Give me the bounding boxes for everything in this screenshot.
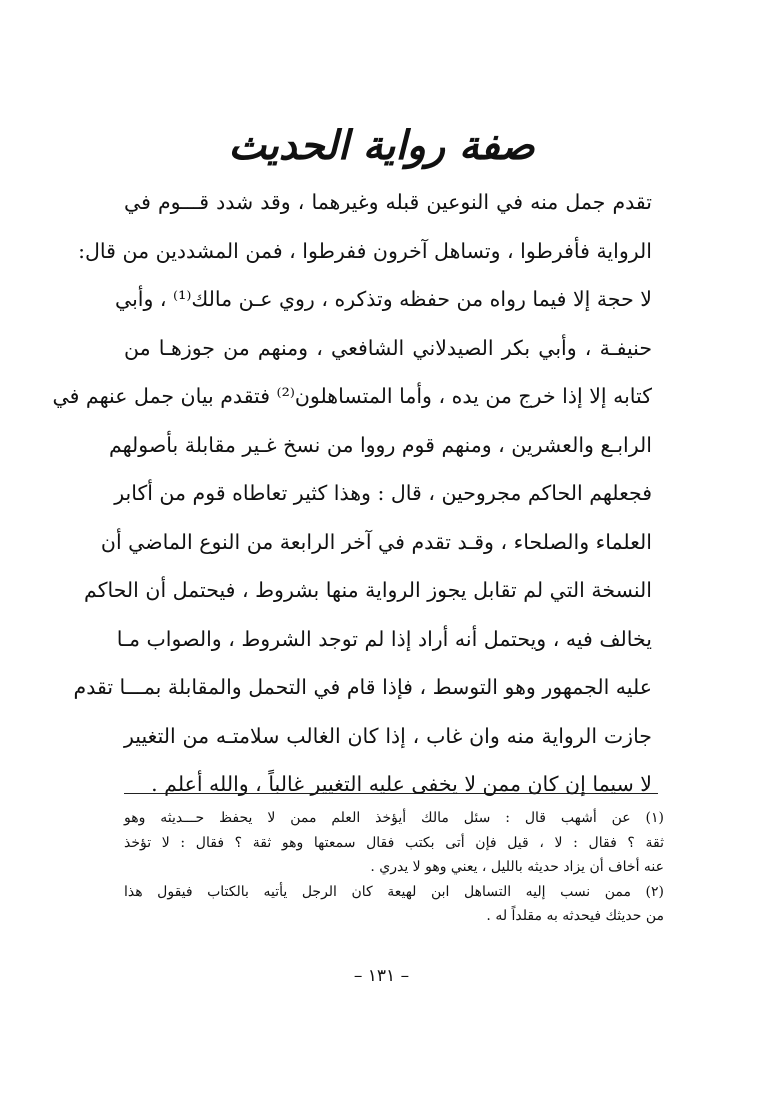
text-line: لا حجة إلا فيما رواه من حفظه وتذكره ، روي عـن مالك⁽¹⁾ ، وأبي <box>115 287 652 311</box>
text-line: لا سيما إن كان ممن لا يخفى عليه التغيير غالباً ، والله أعلم . <box>151 772 652 796</box>
footnote-line: من حديثك فيحدثه به مقلداً له . <box>486 908 664 924</box>
page-title: صفة رواية الحديث <box>228 122 535 169</box>
footnotes <box>124 806 664 929</box>
text-line: جازت الرواية منه وان غاب ، إذا كان الغالب سلامتـه من التغيير <box>124 723 652 748</box>
footnote-line: (٢) ممن نسب إليه التساهل ابن لهيعة كان الرجل يأتيه بالكتاب فيقول هذا <box>124 883 664 900</box>
text-line: تقدم جمل منه في النوعين قبله وغيرهما ، وقد شدد قـــوم في <box>124 190 652 214</box>
footnote-line: ثقة ؟ فقال : لا ، قيل فإن أتى بكتب فقال سمعتها وهو ثقة ؟ فقال : لا تؤخذ <box>124 834 664 851</box>
text-line: كتابه إلا إذا خرج من يده ، وأما المتساهلون⁽²⁾ فتقدم بيان جمل عنهم في <box>52 384 652 408</box>
footnote-line: (١) عن أشهب قال : سئل مالك أيؤخذ العلم ممن لا يحفظ حـــديثه وهو <box>124 810 664 826</box>
text-line: النسخة التي لم تقابل يجوز الرواية منها بشروط ، فيحتمل أن الحاكم <box>84 578 652 602</box>
footnote-divider <box>124 793 658 794</box>
main-text <box>52 178 652 809</box>
text-line: يخالف فيه ، ويحتمل أنه أراد إذا لم توجد الشروط ، والصواب مـا <box>116 626 652 651</box>
footnote-line: عنه أخاف أن يزاد حديثه بالليل ، يعني وهو لا يدري . <box>370 859 664 875</box>
text-line: الرابـع والعشرين ، ومنهم قوم رووا من نسخ غـير مقابلة بأصولهم <box>108 432 652 457</box>
text-line: الرواية فأفرطوا ، وتساهل آخرون ففرطوا ، فمن المشددين من قال: <box>78 238 652 263</box>
page-number: – ١٣١ – <box>353 966 410 986</box>
text-line: فجعلهم الحاكم مجروحين ، قال : وهذا كثير تعاطاه قوم من أكابر <box>114 481 652 505</box>
text-line: عليه الجمهور وهو التوسط ، فإذا قام في التحمل والمقابلة بمـــا تقدم <box>73 675 652 699</box>
text-line: حنيفـة ، وأبي بكر الصيدلاني الشافعي ، ومنهم من جوزهـا من <box>124 335 652 360</box>
text-line: العلماء والصلحاء ، وقـد تقدم في آخر الرابعة من النوع الماضي أن <box>100 529 652 554</box>
